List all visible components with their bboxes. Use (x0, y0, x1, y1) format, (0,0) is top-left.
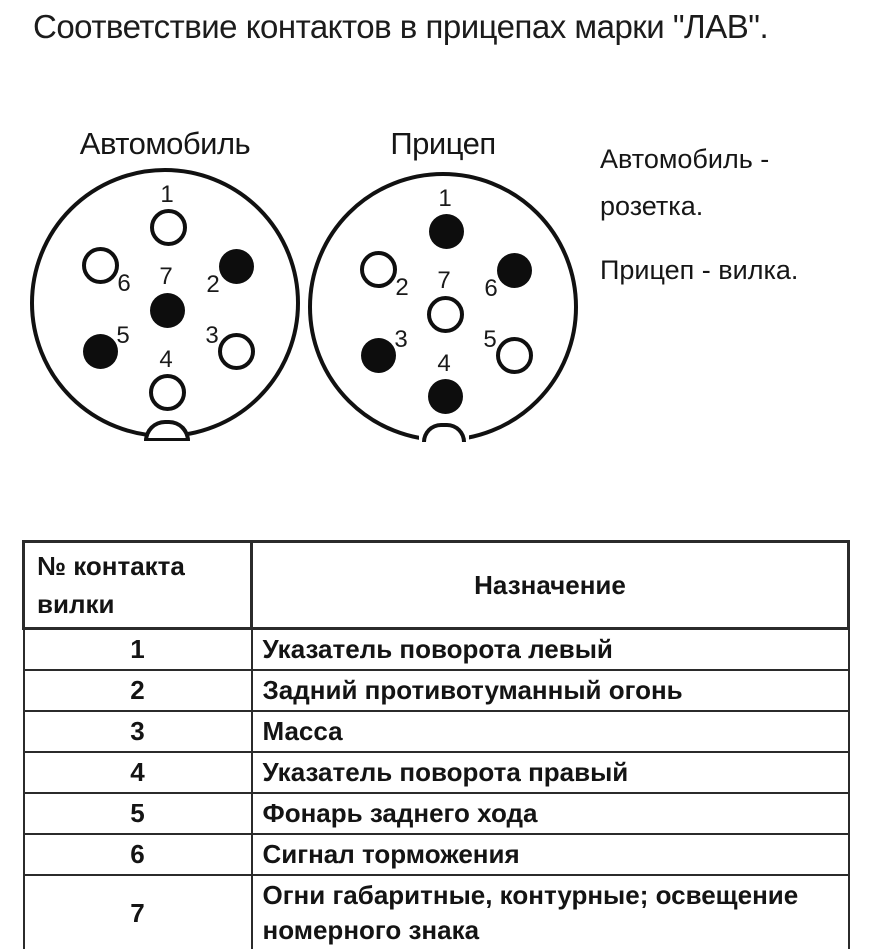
car-connector-diagram (30, 126, 300, 446)
table-header-row (24, 542, 849, 629)
trailer-connector-label: Прицеп (390, 126, 496, 161)
purpose-cell: Огни габаритные, контурные; освещение номерного знака (252, 875, 849, 949)
table-row (24, 629, 849, 671)
car-connector-face (30, 168, 300, 438)
pin-7-filled (150, 293, 185, 328)
pin-number-label: 2 (395, 274, 409, 301)
pin-number-cell: 6 (24, 834, 252, 875)
pin-number-label: 7 (437, 267, 451, 294)
table-row (24, 711, 849, 752)
note-car-socket: Автомобиль - розетка. (600, 144, 770, 221)
pin-number-cell: 3 (24, 711, 252, 752)
pin-number-label: 2 (206, 271, 220, 298)
note-trailer-plug: Прицеп - вилка. (600, 255, 799, 285)
purpose-cell: Указатель поворота левый (252, 629, 849, 671)
purpose-cell: Задний противотуманный огонь (252, 670, 849, 711)
pin-number-cell: 4 (24, 752, 252, 793)
connector-key-notch (144, 420, 190, 441)
pin-number-label: 5 (116, 322, 130, 349)
pin-number-label: 5 (483, 326, 497, 353)
purpose-cell: Указатель поворота правый (252, 752, 849, 793)
pin-number-label: 4 (159, 346, 173, 373)
table-row (24, 834, 849, 875)
pin-number-cell: 5 (24, 793, 252, 834)
pin-number-label: 1 (438, 185, 452, 212)
pin-4-open (149, 374, 186, 411)
pinout-table-body (24, 629, 849, 949)
pin-number-label: 6 (484, 275, 498, 302)
pin-number-label: 7 (159, 263, 173, 290)
pin-number-label: 3 (205, 322, 219, 349)
trailer-connector-face (308, 172, 578, 442)
pin-4-filled (428, 379, 463, 414)
connector-key-notch (422, 423, 466, 442)
trailer-connector-diagram (308, 126, 578, 450)
legend-notes (600, 136, 815, 311)
pin-number-label: 6 (117, 270, 131, 297)
pin-number-label: 3 (394, 326, 408, 353)
header-pin-number: № контакта вилки (24, 542, 252, 629)
header-purpose: Назначение (252, 542, 849, 629)
pin-number-label: 4 (437, 350, 451, 377)
pin-1-open (150, 209, 187, 246)
pin-number-cell: 2 (24, 670, 252, 711)
pin-1-filled (429, 214, 464, 249)
car-connector-label: Автомобиль (79, 126, 251, 161)
table-row (24, 793, 849, 834)
pin-7-open (427, 296, 464, 333)
pin-number-cell: 7 (24, 875, 252, 949)
table-row (24, 875, 849, 949)
table-row (24, 752, 849, 793)
pin-number-label: 1 (160, 181, 174, 208)
page-title: Соответствие контактов в прицепах марки "ЛАВ". (33, 8, 769, 45)
purpose-cell: Фонарь заднего хода (252, 793, 849, 834)
purpose-cell: Масса (252, 711, 849, 752)
purpose-cell: Сигнал торможения (252, 834, 849, 875)
pin-number-cell: 1 (24, 629, 252, 671)
pinout-table (22, 540, 850, 949)
table-row (24, 670, 849, 711)
